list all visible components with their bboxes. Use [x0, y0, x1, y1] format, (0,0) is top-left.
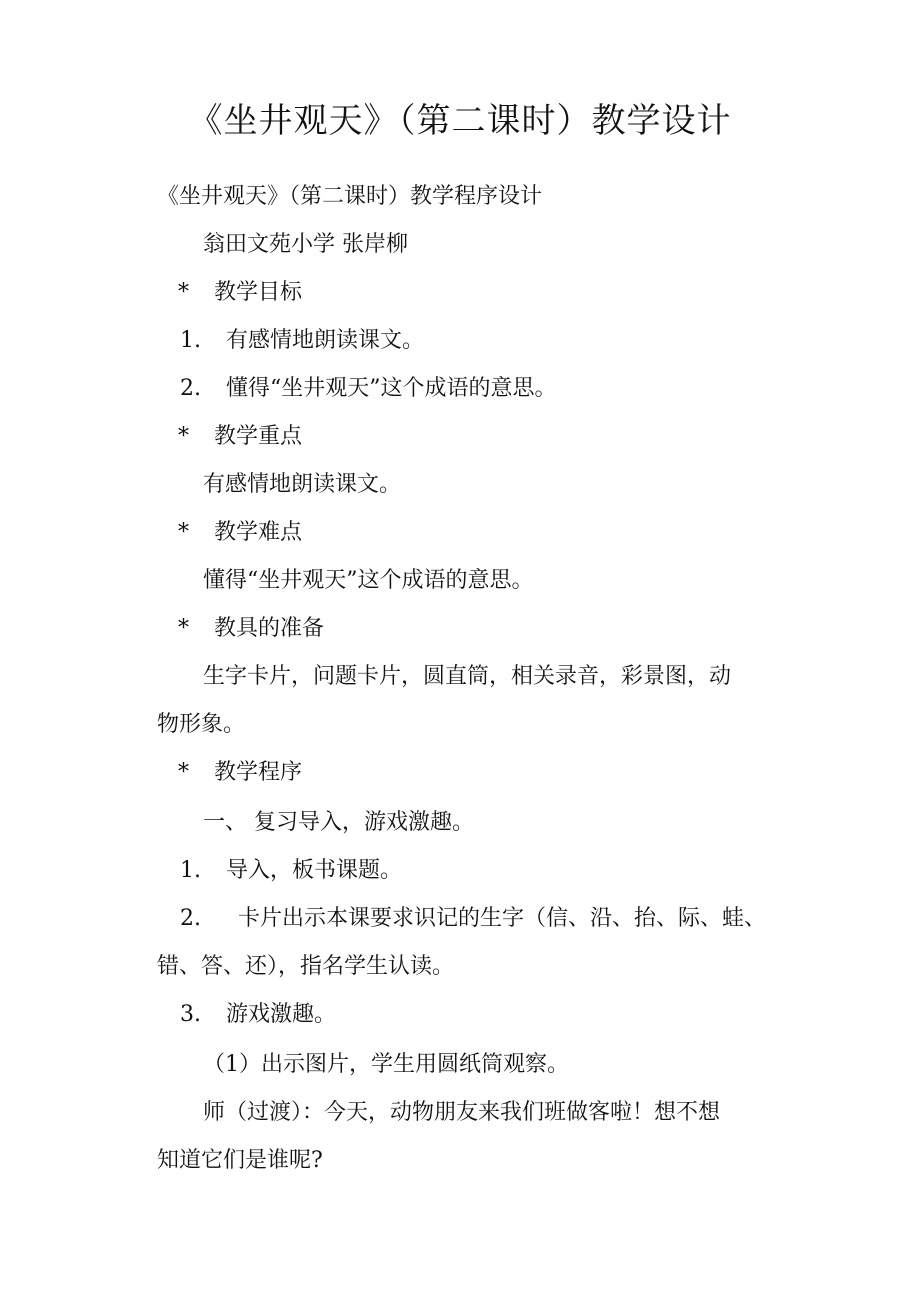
- tools-text-line-2: 物形象。: [157, 712, 246, 737]
- goal-2-number: 2.: [180, 376, 201, 401]
- step-3-text: 游戏激趣。: [226, 1002, 337, 1027]
- goal-item-1: [180, 326, 424, 356]
- bullet-star: *: [178, 760, 189, 785]
- teacher-line-2: 知道它们是谁呢?: [157, 1148, 323, 1173]
- step-1-heading: 一、 复习导入，游戏激趣。: [203, 810, 474, 835]
- step-3-sub-item-1: （1）出示图片，学生用圆纸筒观察。: [203, 1052, 569, 1077]
- goal-1-number: 1.: [180, 328, 201, 353]
- bullet-star: *: [178, 280, 189, 305]
- teacher-line-1: 师（过渡）：今天，动物朋友来我们班做客啦！想不想: [203, 1100, 721, 1125]
- document-title: 《坐井观天》（第二课时）教学设计: [188, 101, 732, 141]
- step-2-number: 2.: [180, 906, 201, 931]
- step-1-number: 1.: [180, 858, 201, 883]
- step-item-1: [180, 856, 402, 886]
- key-points-text: 有感情地朗读课文。: [203, 472, 402, 497]
- tools-text-line-1: 生字卡片，问题卡片，圆直筒，相关录音，彩景图，动: [203, 664, 732, 689]
- step-1-text: 导入，板书课题。: [226, 858, 403, 883]
- procedure-heading: [178, 758, 302, 788]
- step-2-text-line-2: 错、答、还），指名学生认读。: [157, 954, 455, 979]
- tools-heading: [178, 614, 324, 644]
- goals-heading-label: 教学目标: [214, 280, 303, 305]
- goal-1-text: 有感情地朗读课文。: [226, 328, 425, 353]
- bullet-star: *: [178, 424, 189, 449]
- goal-2-text: 懂得“坐井观天”这个成语的意思。: [226, 376, 557, 401]
- key-points-heading-label: 教学重点: [214, 424, 303, 449]
- step-2-text-line-1: 卡片出示本课要求识记的生字（信、沿、抬、际、蛙、: [238, 906, 767, 931]
- step-item-2: [180, 904, 766, 934]
- difficulty-text: 懂得“坐井观天”这个成语的意思。: [203, 568, 534, 593]
- bullet-star: *: [178, 520, 189, 545]
- subtitle: 《坐井观天》（第二课时）教学程序设计: [157, 184, 543, 209]
- author-line: 翁田文苑小学 张岸柳: [203, 232, 408, 257]
- difficulty-heading-label: 教学难点: [214, 520, 303, 545]
- step-item-3: [180, 1000, 336, 1030]
- difficulty-heading: [178, 518, 302, 548]
- tools-heading-label: 教具的准备: [214, 616, 325, 641]
- step-3-number: 3.: [180, 1002, 201, 1027]
- goal-item-2: [180, 374, 557, 404]
- bullet-star: *: [178, 616, 189, 641]
- goals-heading: [178, 278, 302, 308]
- procedure-heading-label: 教学程序: [214, 760, 303, 785]
- key-points-heading: [178, 422, 302, 452]
